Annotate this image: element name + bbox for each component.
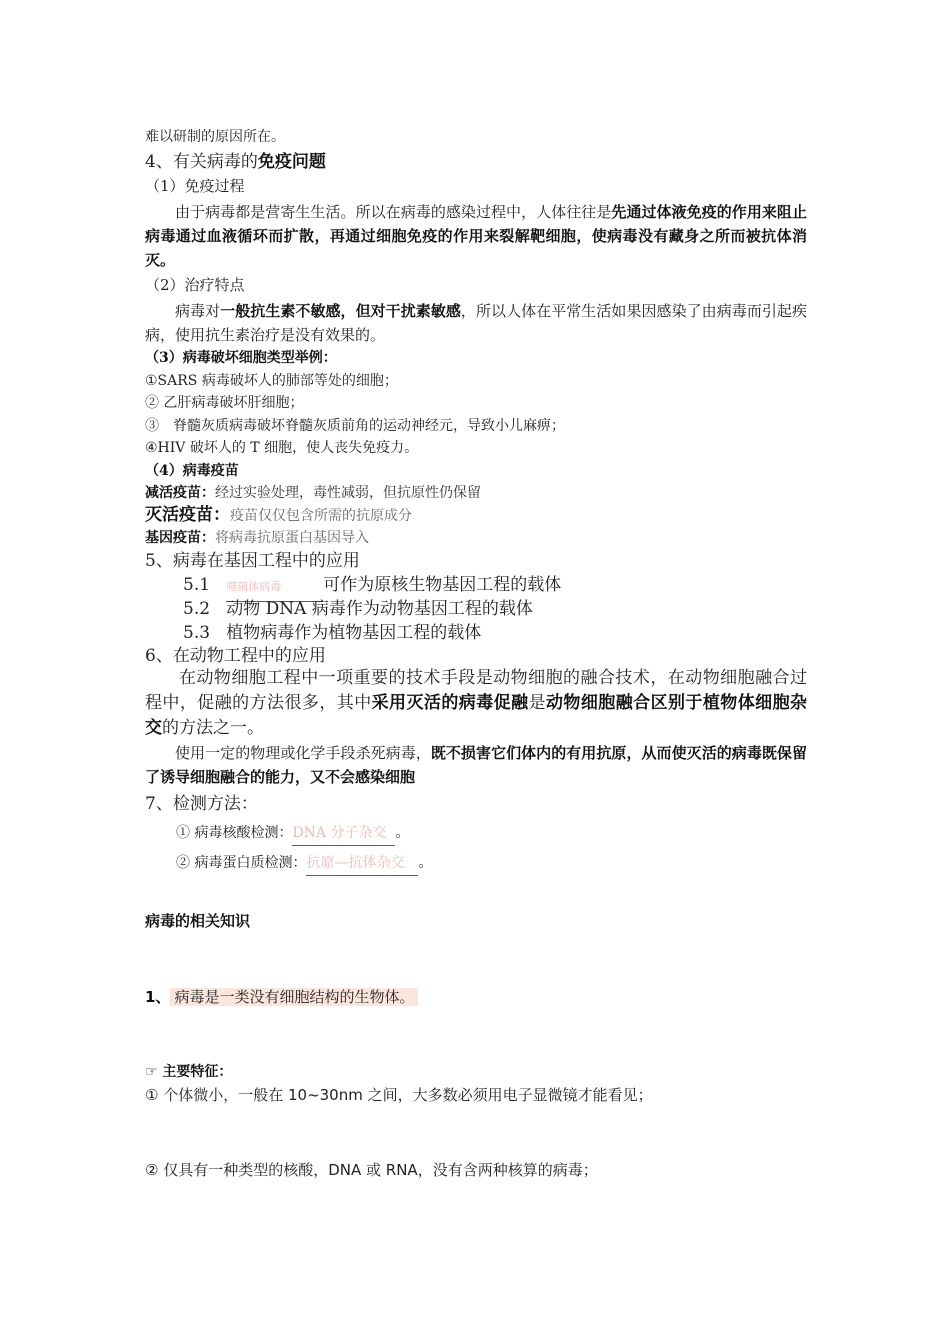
p2-bold: 一般抗生素不敏感，但对干扰素敏感 [220,302,461,320]
feature-1: ① 个体微小，一般在 10~30nm 之间，大多数必须用电子显微镜才能看见； [145,1086,653,1104]
vaccine-inactivated-desc: 疫苗仅仅包含所需的抗原成分 [230,508,412,524]
example-2: ② 乙肝病毒破坏肝细胞； [145,395,304,411]
paragraph-immune-process [145,200,807,272]
knowledge-1-num: 1、 [145,988,171,1006]
paragraph-inactivation [145,741,807,789]
heading-4 [145,148,326,176]
knowledge-1-highlight: 病毒是一类没有细胞结构的生物体。 [170,988,418,1006]
heading-6: 6、在动物工程中的应用 [145,646,326,666]
heading-5: 5、病毒在基因工程中的应用 [145,551,360,571]
vaccine-gene-desc: 将病毒抗原蛋白基因导入 [215,530,369,546]
vaccine-attenuated-label: 减活疫苗： [145,485,215,501]
example-4: ④HIV 破坏人的 T 细胞，使人丧失免疫力。 [145,440,419,456]
features-heading: ☞ 主要特征： [145,1064,233,1080]
knowledge-1 [145,985,418,1009]
subheading-4: （4）病毒疫苗 [145,463,239,479]
p6-normal: 在动物细胞工程中一项重要的技术手段是动物细胞的融合技术，在动物细胞融合过程中，促融的方法很多，其中 [145,668,807,713]
text-line: 难以研制的原因所在。 [145,129,285,145]
gene-item-1-blank: 噬菌体病毒 [226,573,323,602]
detection-1-blank: DNA 分子杂交 [292,821,395,846]
paragraph-treatment [145,299,807,347]
p2-rest: ，所以人体在平常生活如果因感染了由病毒而引起疾病，使用抗生素治疗是没有效果的。 [145,302,807,344]
gene-item-2-num: 5.2 [183,599,211,619]
p1-normal: 由于病毒都是营寄生生活。所以在病毒的感染过程中，人体往往是 [175,203,612,221]
p6-bold-2: 动物细胞融合区别于植物体细胞杂交 [145,693,808,738]
p1-bold: 先通过体液免疫的作用来阻止病毒通过血液循环而扩散，再通过细胞免疫的作用来裂解靶细胞，使病毒没有藏身之所而被抗体消灭。 [145,203,807,269]
gene-item-3-text: 植物病毒作为植物基因工程的载体 [226,623,482,643]
gene-item-3-num: 5.3 [183,623,211,643]
detection-2 [176,851,432,876]
vaccine-inactivated-label: 灭活疫苗： [145,505,230,525]
example-1: ①SARS 病毒破坏人的肺部等处的细胞； [145,373,398,389]
section-title: 病毒的相关知识 [145,912,251,930]
gene-item-1-text: 可作为原核生物基因工程的载体 [323,575,562,595]
subheading-1: （1）免疫过程 [145,177,245,195]
heading-4-bold: 免疫问题 [257,152,326,172]
p6-bold-1: 采用灭活的病毒促融 [371,693,529,713]
p7-normal: 使用一定的物理或化学手段杀死病毒， [175,744,431,762]
vaccine-attenuated [145,481,481,505]
subheading-2: （2）治疗特点 [145,276,245,294]
vaccine-gene-label: 基因疫苗： [145,530,215,546]
p7-bold: 既不损害它们体内的有用抗原，从而使灭活的病毒既保留了诱导细胞融合的能力，又不会感染细胞 [145,744,807,786]
detection-1-label: ① 病毒核酸检测： [176,825,293,841]
p6-mid: 是 [528,693,546,713]
detection-2-end: 。 [418,855,433,871]
vaccine-attenuated-desc: 经过实验处理，毒性减弱，但抗原性仍保留 [215,485,481,501]
subheading-3: （3）病毒破坏细胞类型举例： [145,350,337,366]
paragraph-cell-fusion [145,666,807,741]
feature-2: ② 仅具有一种类型的核酸，DNA 或 RNA，没有含两种核算的病毒； [145,1161,598,1179]
example-3: ③ 脊髓灰质病毒破坏脊髓灰质前角的运动神经元，导致小儿麻痹； [145,418,565,434]
heading-4-prefix: 4、有关病毒的 [145,152,258,172]
p2-normal: 病毒对 [175,302,221,320]
detection-2-blank: 抗原—抗体杂交 [306,851,418,876]
detection-1 [176,821,409,846]
vaccine-inactivated [145,503,412,528]
heading-7: 7、检测方法： [145,794,258,814]
gene-item-1-num: 5.1 [183,575,211,595]
p6-end: 的方法之一。 [162,718,264,738]
gene-item-2-text: 动物 DNA 病毒作为动物基因工程的载体 [226,599,533,619]
detection-2-label: ② 病毒蛋白质检测： [176,855,307,871]
detection-1-end: 。 [395,825,410,841]
